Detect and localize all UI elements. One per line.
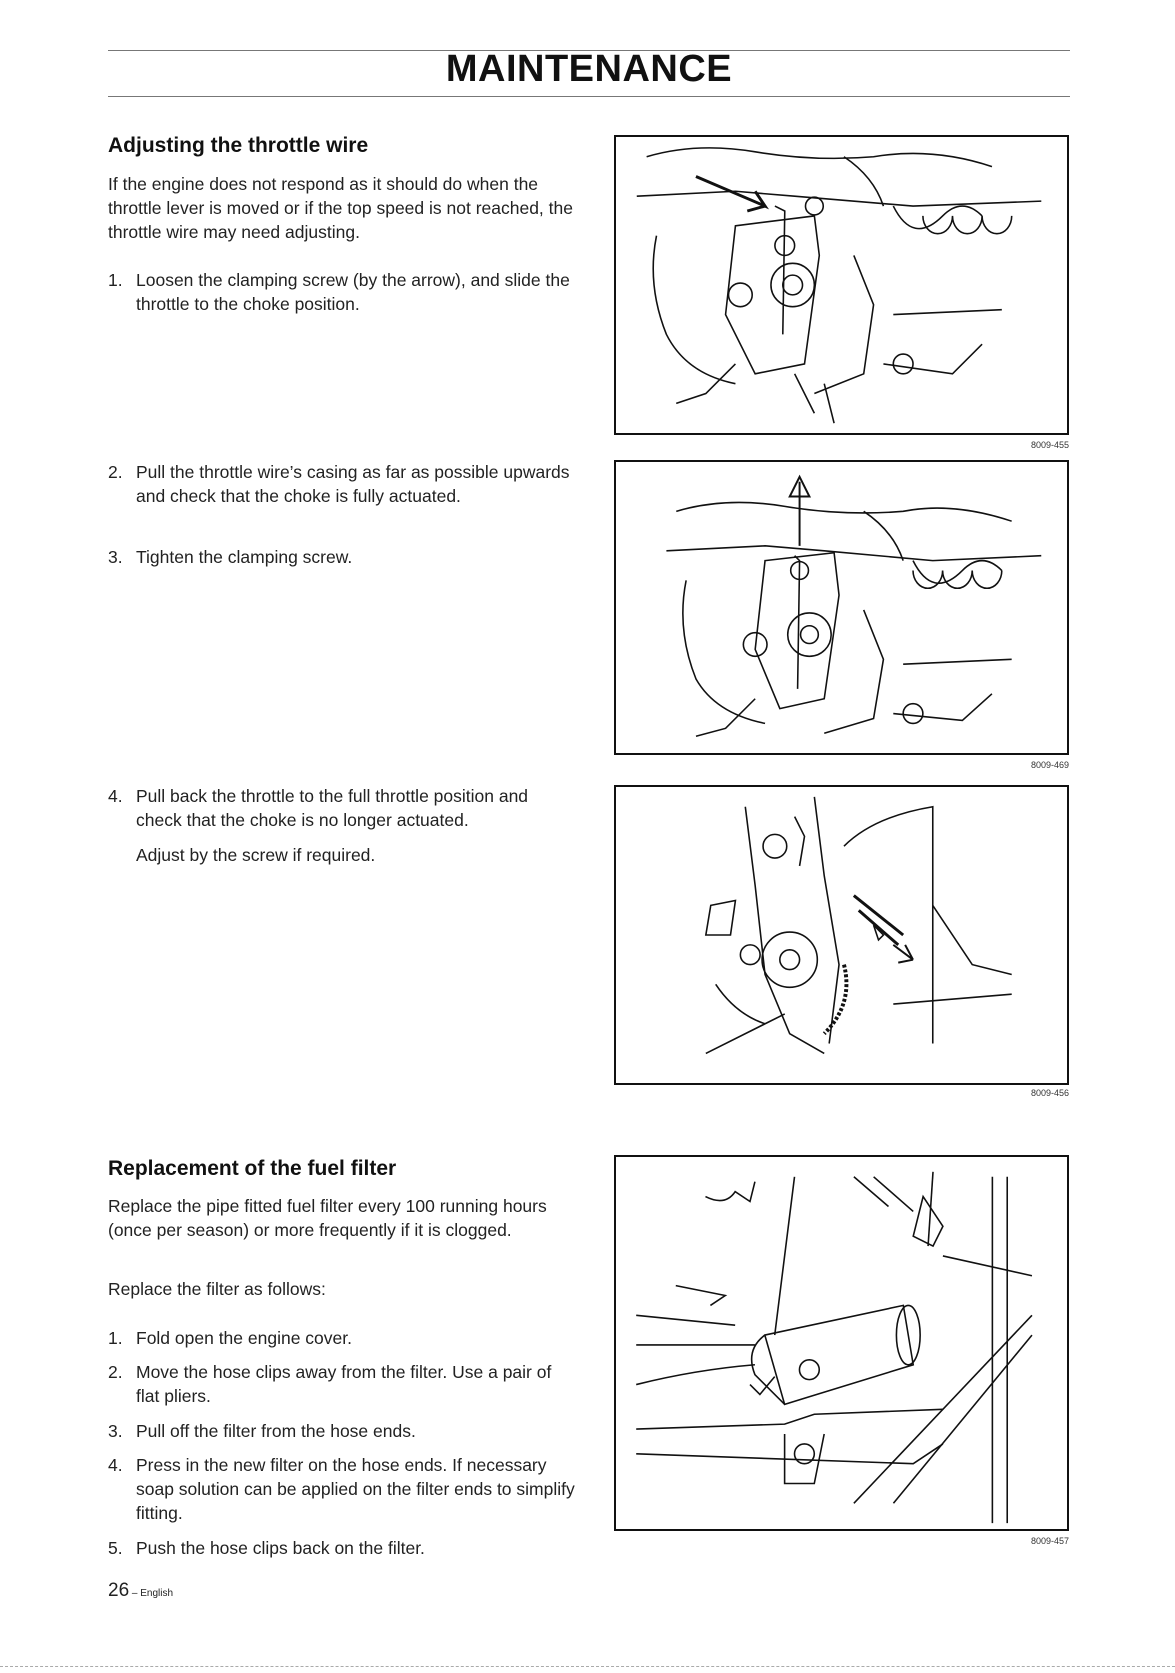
step-text: Fold open the engine cover. — [136, 1328, 352, 1348]
figure-code-3: 8009-456 — [1030, 1088, 1069, 1098]
header-bottom-rule — [108, 96, 1070, 97]
figure-full-throttle — [614, 785, 1069, 1085]
throttle-intro: If the engine does not respond as it should do when the throttle lever is moved or if the top speed is not reached, the throttle wire may need adjusting. — [108, 174, 573, 242]
scan-edge-rule — [0, 1666, 1175, 1667]
step-text: Move the hose clips away from the filter. Use a pair of flat pliers. — [136, 1362, 552, 1406]
footer-language: English — [140, 1588, 174, 1599]
step-text: Tighten the clamping screw. — [136, 547, 353, 567]
throttle-mechanism-illustration — [616, 137, 1067, 433]
page-footer — [108, 1580, 173, 1602]
fuel-filter-intro: Replace the pipe fitted fuel filter every 100 running hours (once per season) or more frequently if it is clogged. — [108, 1196, 547, 1240]
page-title: MAINTENANCE — [445, 48, 733, 90]
figure-throttle-casing — [614, 460, 1069, 755]
fuel-filter-lead: Replace the filter as follows: — [108, 1279, 326, 1299]
step-number: 2. — [108, 462, 123, 482]
figure-code-4: 8009-457 — [1030, 1536, 1069, 1546]
page-number: 26 — [108, 1580, 130, 1601]
step-text: Pull back the throttle to the full throttle position and check that the choke is no longer actuated. — [136, 786, 529, 830]
step-number: 1. — [108, 1328, 123, 1348]
note-text: Adjust by the screw if required. — [136, 845, 376, 865]
footer-dash: – — [129, 1588, 141, 1599]
section-heading-throttle: Adjusting the throttle wire — [108, 134, 369, 157]
section-heading-fuel-filter: Replacement of the fuel filter — [108, 1157, 397, 1180]
step-text: Pull the throttle wire’s casing as far as possible upwards and check that the choke is fully actuated. — [136, 462, 570, 506]
step-number: 1. — [108, 270, 123, 290]
figure-code-1: 8009-455 — [1030, 440, 1069, 450]
choke-screw-illustration — [616, 787, 1067, 1083]
figure-throttle-loosen — [614, 135, 1069, 435]
figure-fuel-filter — [614, 1155, 1069, 1531]
step-number: 4. — [108, 786, 123, 806]
step-text: Press in the new filter on the hose ends. If necessary soap solution can be applied on the filter ends to simplify fitting. — [136, 1455, 575, 1523]
step-number: 4. — [108, 1455, 123, 1475]
step-number: 3. — [108, 1421, 123, 1441]
fuel-filter-illustration — [616, 1157, 1067, 1529]
step-number: 3. — [108, 547, 123, 567]
step-text: Pull off the filter from the hose ends. — [136, 1421, 416, 1441]
step-text: Loosen the clamping screw (by the arrow), and slide the throttle to the choke position. — [136, 270, 570, 314]
throttle-casing-illustration — [616, 462, 1067, 753]
figure-code-2: 8009-469 — [1030, 760, 1069, 770]
step-text: Push the hose clips back on the filter. — [136, 1538, 425, 1558]
step-number: 2. — [108, 1362, 123, 1382]
step-number: 5. — [108, 1538, 123, 1558]
